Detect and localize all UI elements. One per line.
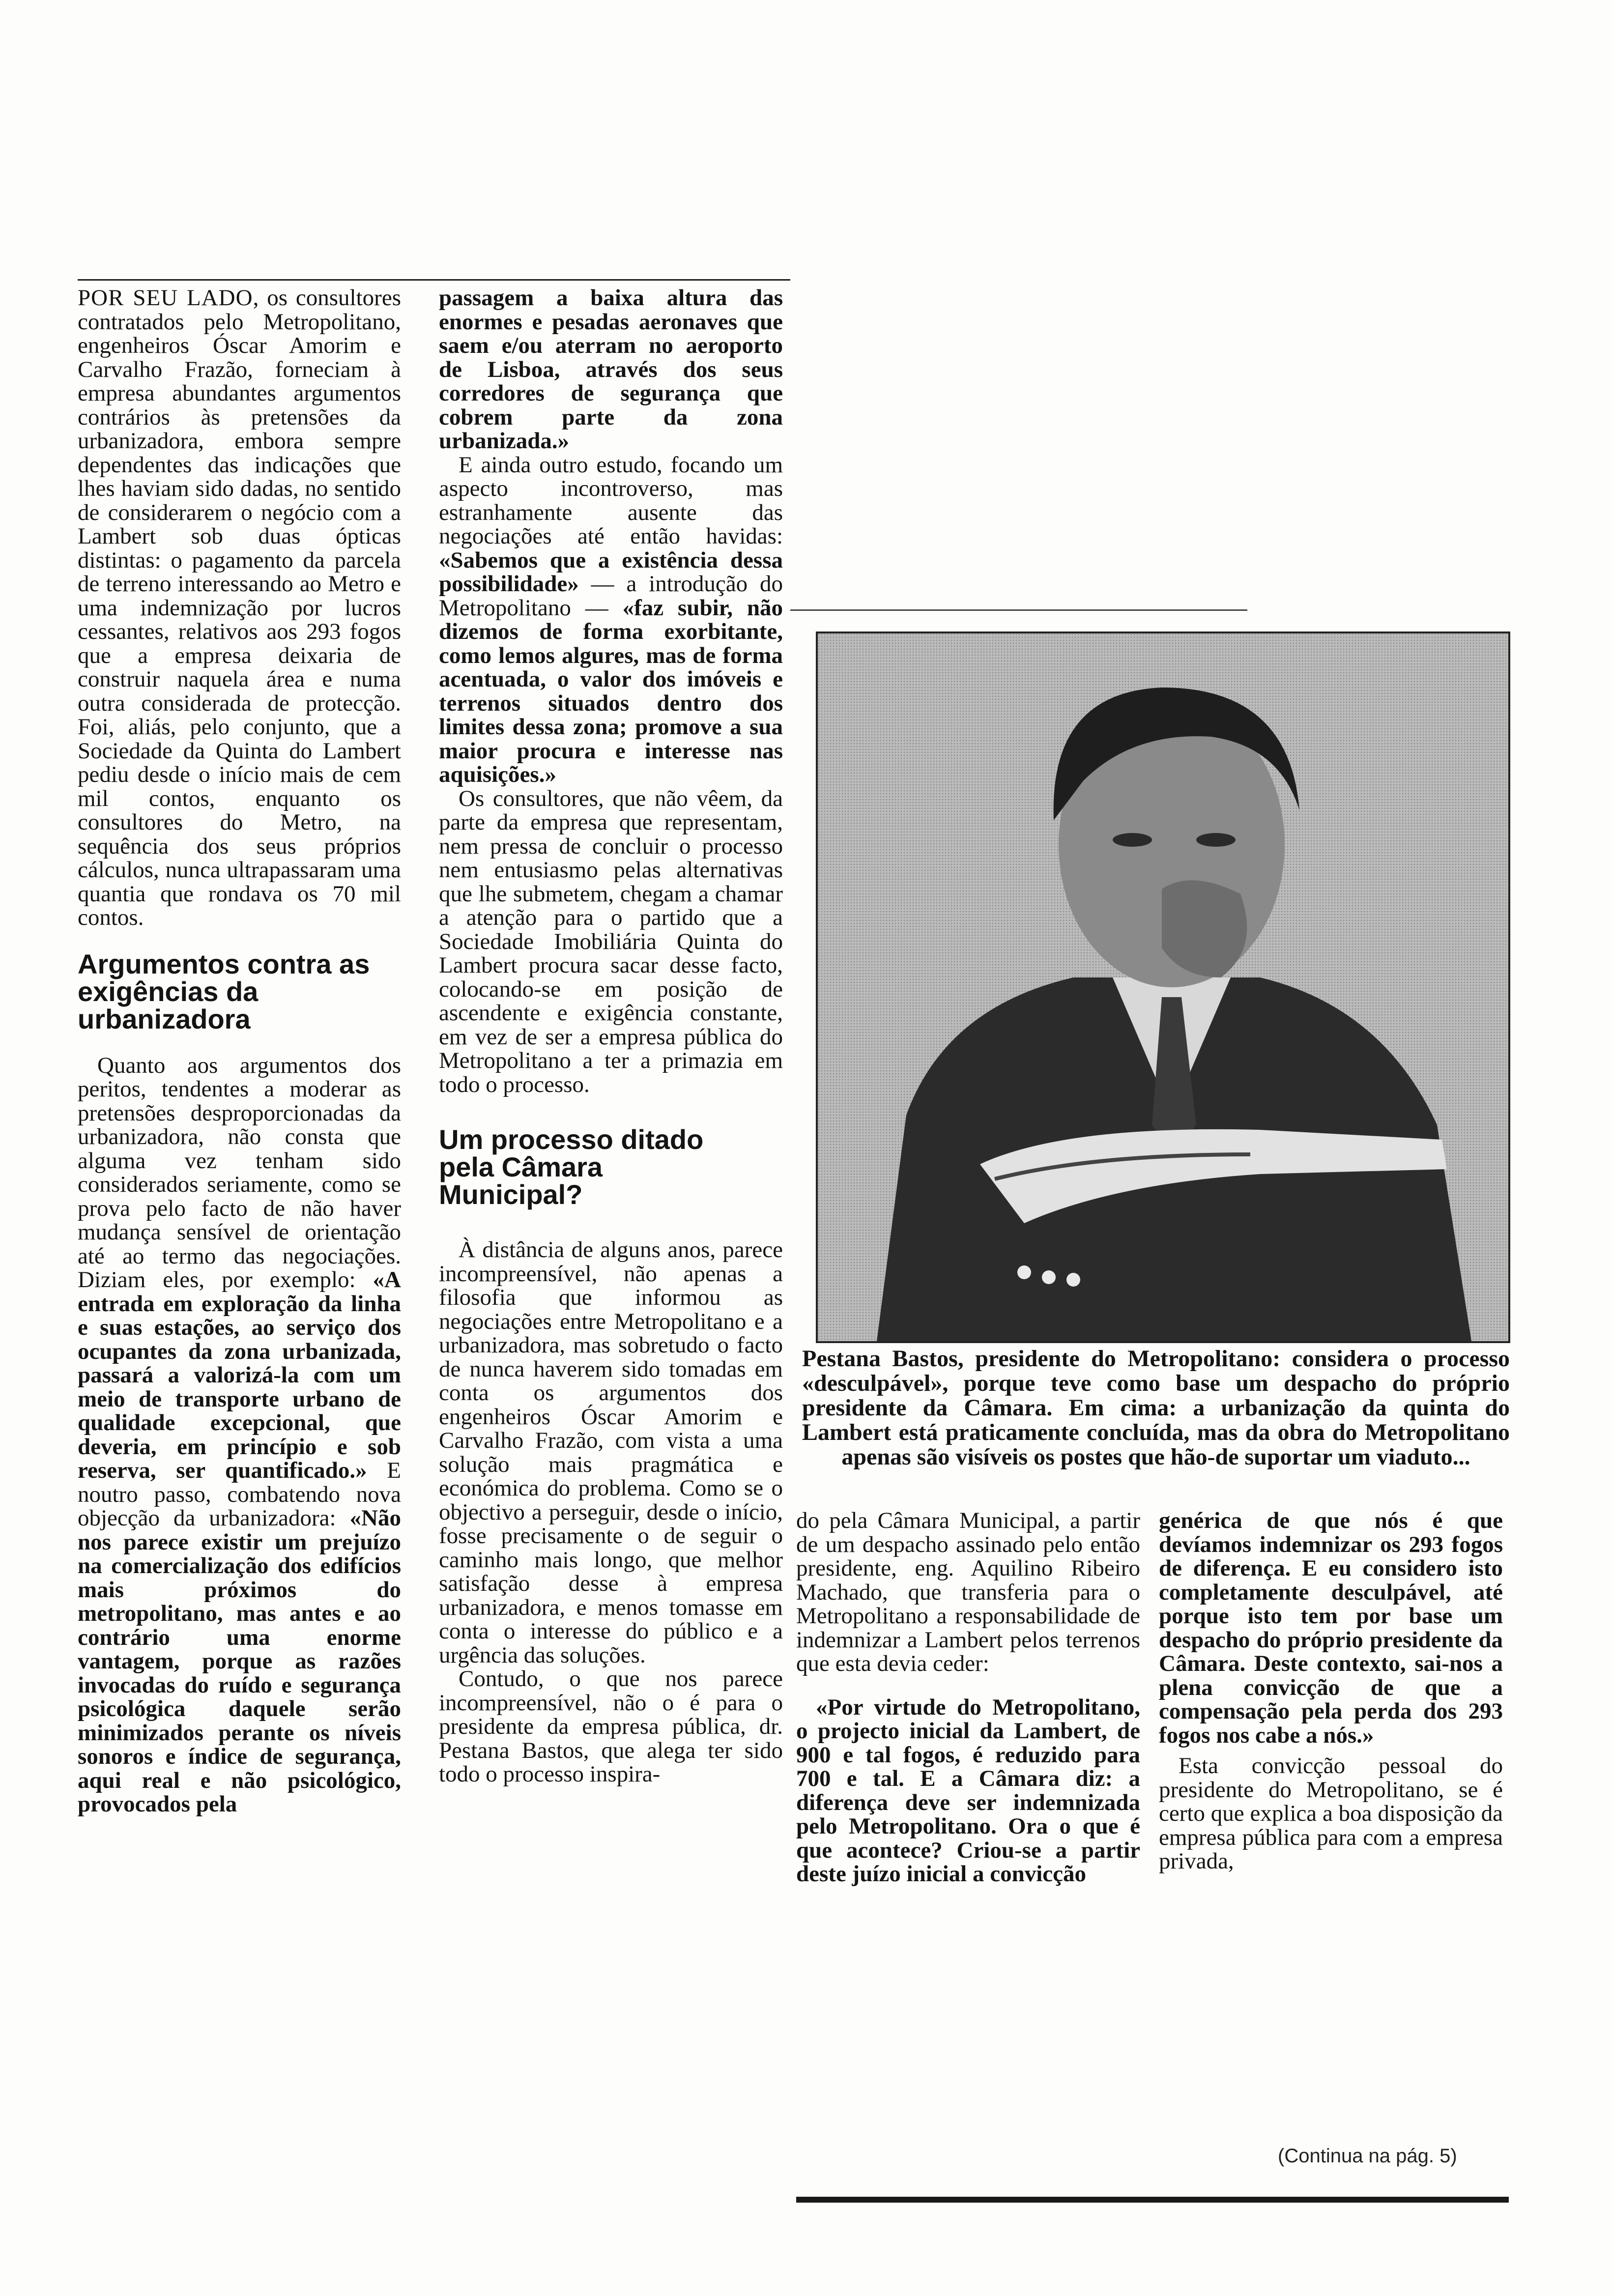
paragraph: Os consultores, que não vêem, da parte da empresa que representam, nem pressa de concluir o processo nem entusiasmo pelas alternativas que lhe submetem, chegam a chamar a atenção para o partido que a Sociedade Imobiliária Quinta do Lambert procura sacar desse facto, colocando-se em posição de ascendente e exigência constante, em vez de ser a empresa pública do Metropolitano a ter a primazia em todo o processo. <box>439 785 783 1097</box>
quote: «faz subir, não dizemos de forma exorbitante, como lemos algures, mas de forma acentuada, o valor dos imóveis e terrenos situados dentro dos limites dessa zona; promove a sua maior procura e interesse nas aquisições.» <box>439 595 783 787</box>
paragraph: Esta convicção pessoal do presidente do Metropolitano, se é certo que explica a boa disposição da empresa pública para com a empresa privada, <box>1159 1753 1503 1874</box>
section-heading: Um processo ditado pela Câmara Municipal? <box>439 1124 704 1210</box>
paragraph: do pela Câmara Municipal, a partir de um despacho assinado pelo então presidente, eng. Aquilino Ribeiro Machado, que transferia para o Metropolitano a responsabilidade de indemnizar a Lambert pelos terrenos que esta devia ceder: <box>796 1508 1140 1676</box>
quote: genérica de que nós é que devíamos indemnizar os 293 fogos de diferença. E eu considero isto completamente desculpável, até porque isto tem por base um despacho do próprio presidente da Câmara. Deste contexto, sai-nos a plena convicção de que a compensação pela perda dos 293 fogos nos cabe a nós.» <box>1159 1508 1503 1748</box>
bottom-rule <box>796 2197 1509 2203</box>
photo-pestana-bastos <box>816 631 1510 1343</box>
photo-caption: Pestana Bastos, presidente do Metropolitano: considera o processo «desculpável», porque teve como base um despacho do próprio presidente da Câmara. Em cima: a urbanização da quinta do Lambert está praticamente concluída, mas da obra do Metropolitano apenas são visíveis os postes que hão-de suportar um viaduto... <box>802 1346 1510 1470</box>
article-column-1 <box>78 286 401 1816</box>
quote: passagem a baixa altura das enormes e pesadas aeronaves que saem e/ou aterram no aeroporto de Lisboa, através dos seus corredores de segurança que cobrem parte da zona urbanizada.» <box>439 285 783 454</box>
top-rule <box>78 279 790 281</box>
article-column-3 <box>796 1509 1140 1886</box>
article-column-2 <box>439 286 783 1786</box>
photo-top-rule <box>790 609 1247 611</box>
lead-in: POR SEU LADO <box>78 285 253 311</box>
quote: «Por virtude do Metropolitano, o projecto inicial da Lambert, de 900 e tal fogos, é reduzido para 700 e tal. E a Câmara diz: a diferença deve ser indemnizada pelo Metropolitano. Ora o que é que acontece? Criou-se a partir deste juízo inicial a convicção <box>796 1694 1140 1887</box>
quote: «Não nos parece existir um prejuízo na comercialização dos edifícios mais próximos do metropolitano, mas antes e ao contrário uma enorme vantagem, porque as razões invocadas do ruído e segurança psicológica daquele serão minimizados perante os níveis sonoros e índice de segurança, aqui real e não psicológico, provocados pela <box>78 1505 401 1817</box>
section-heading: Argumentos contra as exigências da urbanizadora <box>78 948 370 1034</box>
continuation-note: (Continua na pág. 5) <box>1278 2145 1457 2167</box>
paragraph: Contudo, o que nos parece incompreensível, não o é para o presidente da empresa pública, dr. Pestana Bastos, que alega ter sido todo o processo inspira- <box>439 1666 783 1787</box>
article-column-4 <box>1159 1509 1503 1873</box>
paragraph: À distância de alguns anos, parece incompreensível, não apenas a filosofia que informou as negociações entre Metropolitano e a urbanizadora, mas sobretudo o facto de nunca haverem sido tomadas em conta os argumentos dos engenheiros Óscar Amorim e Carvalho Frazão, com vista a uma solução mais pragmática e económica do problema. Como se o objectivo a perseguir, desde o início, fosse precisamente o de seguir o caminho mais longo, que melhor satisfação desse à empresa urbanizadora, e menos tomasse em conta o interesse do público e a urgência das soluções. <box>439 1237 783 1668</box>
paragraph: E ainda outro estudo, focando um aspecto incontroverso, mas estranhamente ausente das negociações até então havidas: «Sabemos que a existência dessa possibilidade» — a introdução do Metropolitano — «faz subir, não dizemos de forma exorbitante, como lemos algures, mas de forma acentuada, o valor dos imóveis e terrenos situados dentro dos limites dessa zona; promove a sua maior procura e interesse nas aquisições.» <box>439 452 783 787</box>
quote: «Sabemos que a existência dessa possibilidade» <box>439 547 783 597</box>
paragraph: POR SEU LADO, os consultores contratados pelo Metropolitano, engenheiros Óscar Amorim e Carvalho Frazão, forneciam à empresa abundantes argumentos contrários às pretensões da urbanizadora, embora sempre dependentes das indicações que lhes haviam sido dadas, no sentido de considerarem o negócio com a Lambert sob duas ópticas distintas: o pagamento da parcela de terreno interessando ao Metro e uma indemnização por lucros cessantes, relativos aos 293 fogos que a empresa deixaria de construir naquela área e numa outra considerada de protecção. Foi, aliás, pelo conjunto, que a Sociedade da Quinta do Lambert pediu desde o início mais de cem mil contos, enquanto os consultores do Metro, na sequência dos seus próprios cálculos, nunca ultrapassaram uma quantia que rondava os 70 mil contos. <box>78 285 401 930</box>
quote: «A entrada em exploração da linha e suas estações, ao serviço dos ocupantes da zona urbanizada, passará a valorizá-la com um meio de transporte urbano de qualidade excepcional, que deveria, em princípio e sob reserva, ser quantificado.» <box>78 1267 401 1483</box>
portrait-illustration <box>818 633 1508 1341</box>
paragraph: Quanto aos argumentos dos peritos, tendentes a moderar as pretensões desproporcionadas da urbanizadora, não consta que alguma vez tenham sido considerados seriamente, como se prova pelo facto de não haver mudança sensível de orientação até ao termo das negociações. Diziam eles, por exemplo: «A entrada em exploração da linha e suas estações, ao serviço dos ocupantes da zona urbanizada, passará a valorizá-la com um meio de transporte urbano de qualidade excepcional, que deveria, em princípio e sob reserva, ser quantificado.» E noutro passo, combatendo nova objecção da urbanizadora: «Não nos parece existir um prejuízo na comercialização dos edifícios mais próximos do metropolitano, mas antes e ao contrário uma enorme vantagem, porque as razões invocadas do ruído e segurança psicológica daquele serão minimizados perante os níveis sonoros e índice de segurança, aqui real e não psicológico, provocados pela <box>78 1052 401 1817</box>
